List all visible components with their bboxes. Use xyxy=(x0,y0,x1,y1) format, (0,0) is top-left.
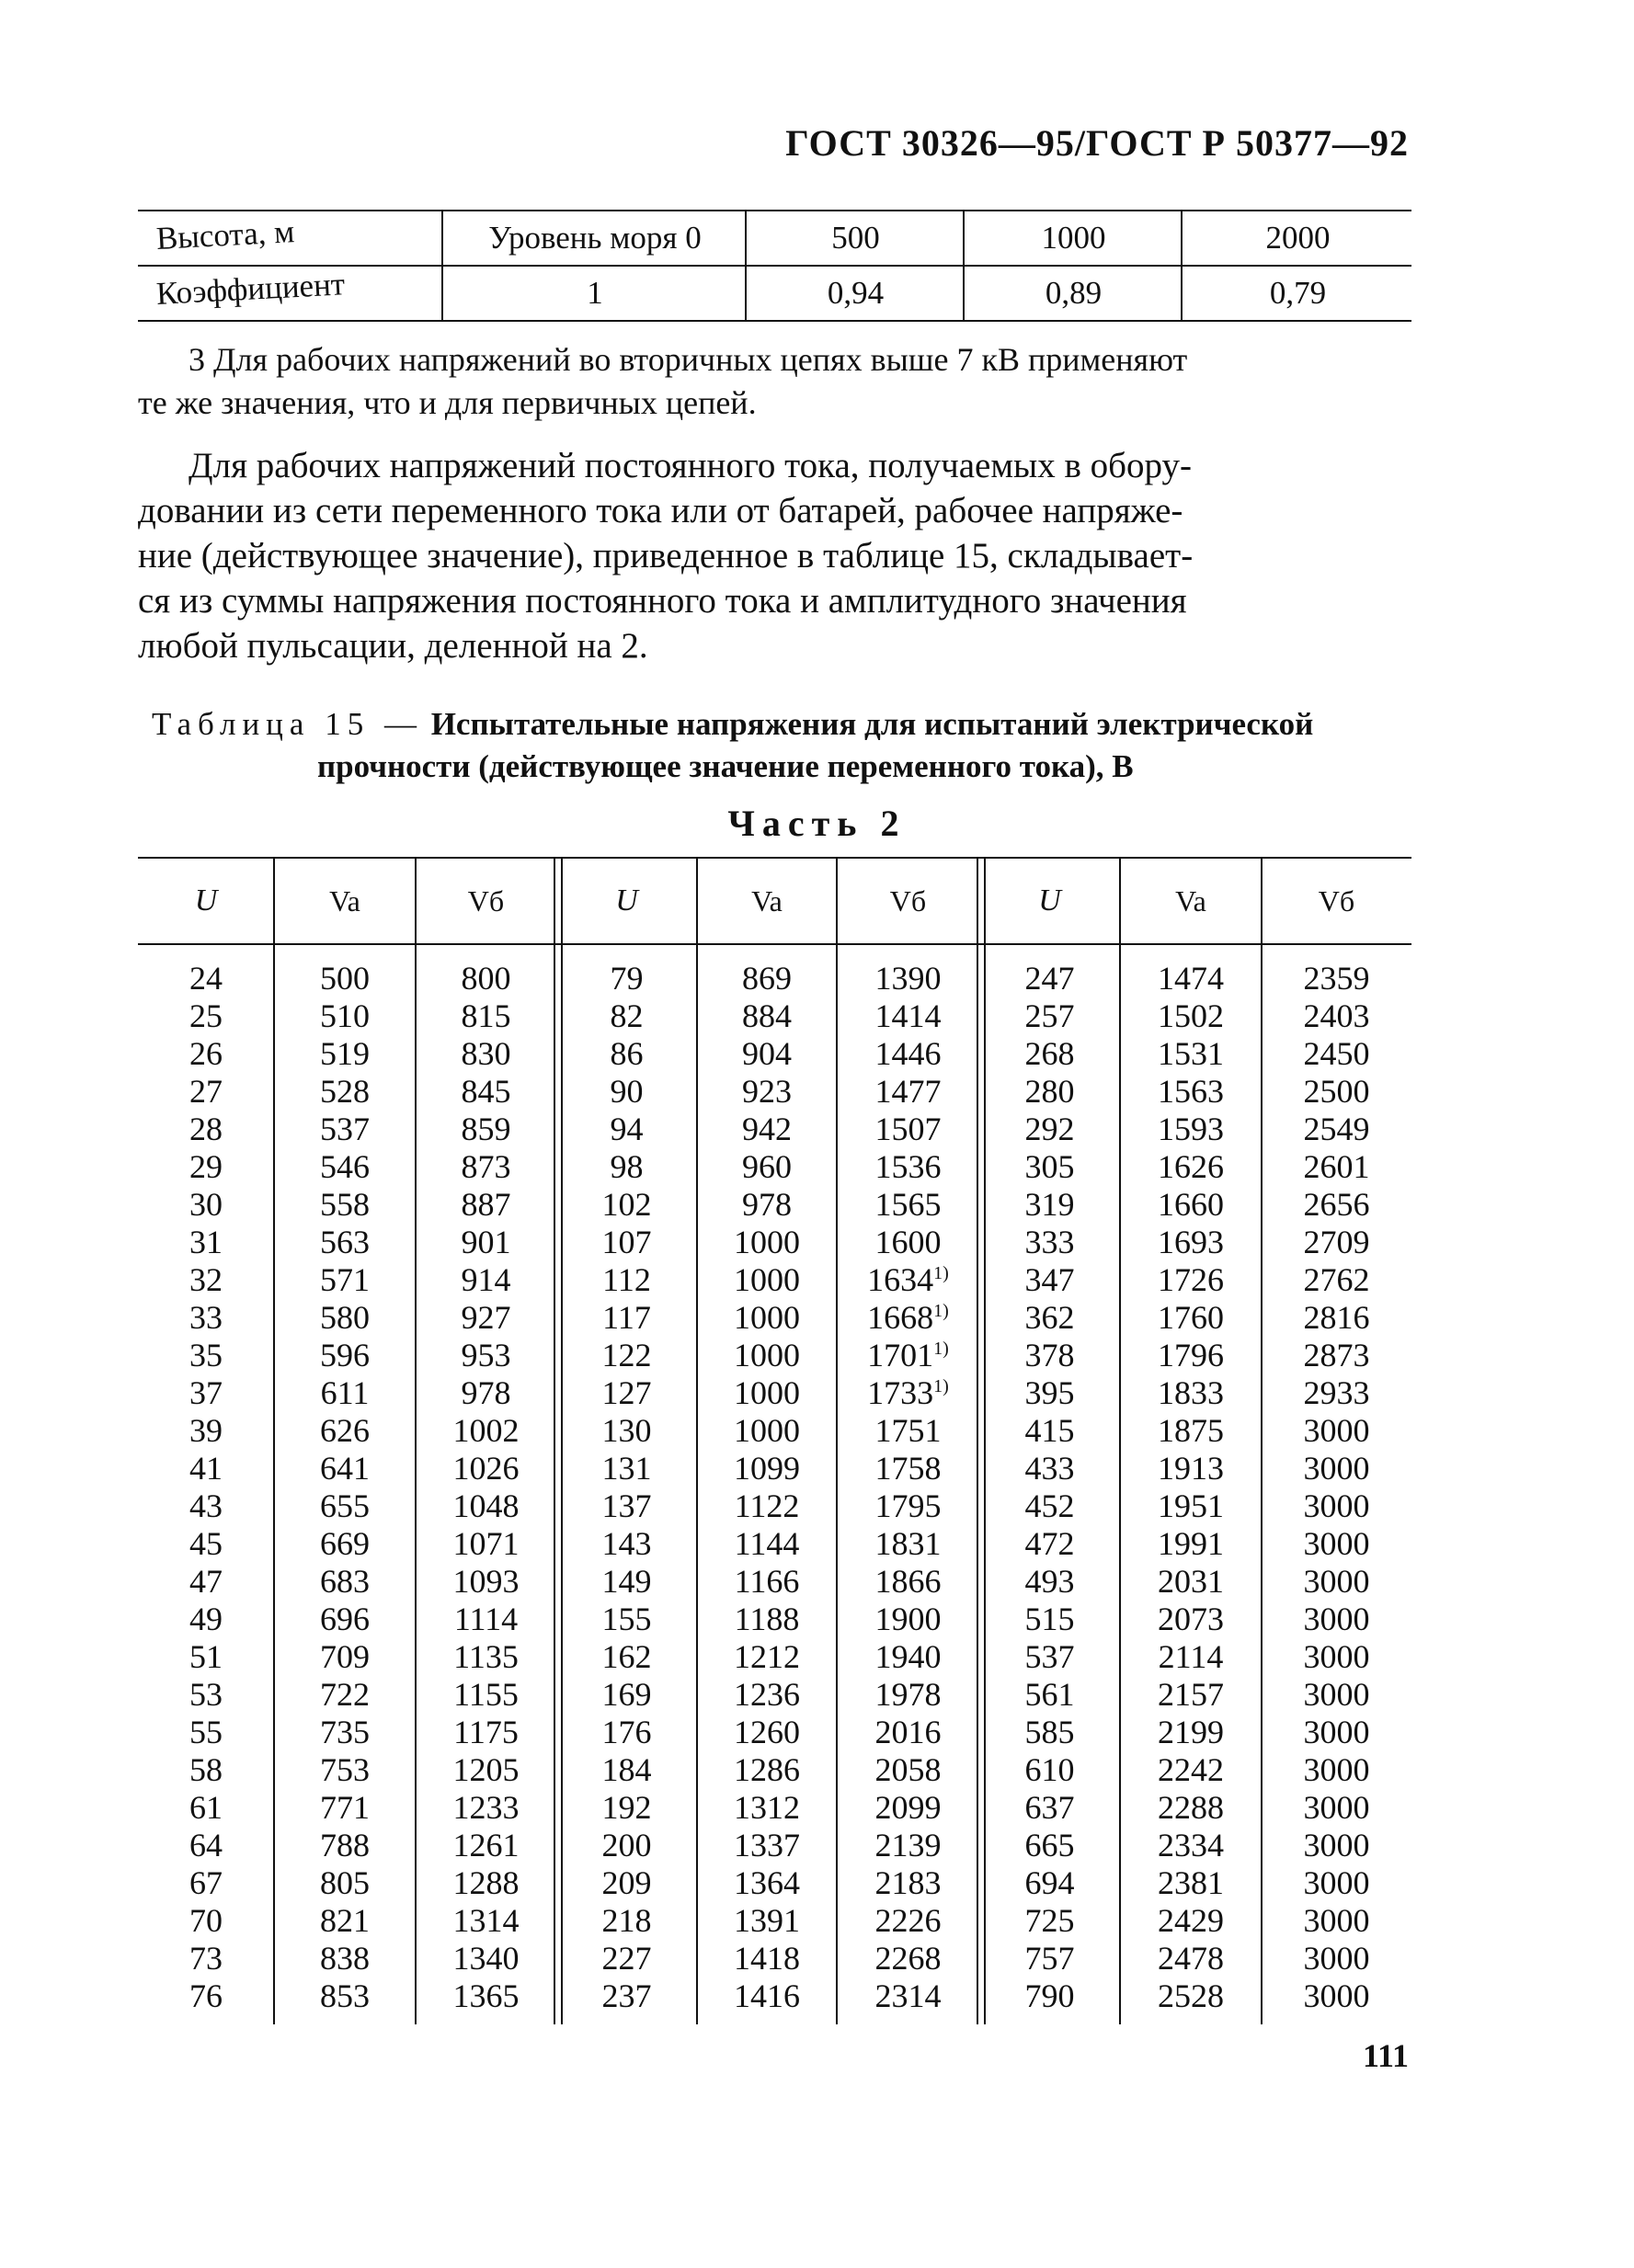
table-cell: 70 xyxy=(189,1902,223,1939)
table-cell: 2139 xyxy=(874,1827,942,1863)
table-cell: 1000 xyxy=(734,1337,800,1373)
table-cell: 2114 xyxy=(1158,1638,1224,1675)
table-cell: 978 xyxy=(461,1374,511,1411)
table-cell: 1390 xyxy=(874,960,942,997)
table-cell: 3000 xyxy=(1303,1638,1370,1675)
table-cell: 1900 xyxy=(874,1601,942,1637)
footnote-mark: 1) xyxy=(933,1376,949,1396)
table-cell: 1000 xyxy=(734,1412,800,1449)
table-cell: 39 xyxy=(189,1412,223,1449)
table-cell: 641 xyxy=(320,1450,370,1487)
table-cell: 1760 xyxy=(1158,1299,1224,1336)
table-cell: 694 xyxy=(1024,1864,1075,1901)
table-cell: 1155 xyxy=(453,1676,519,1713)
table-cell: 2528 xyxy=(1158,1977,1224,2014)
table-cell: 362 xyxy=(1024,1299,1075,1336)
table-cell: 1000 xyxy=(734,1299,800,1336)
note-3-line: те же значения, что и для первичных цепей. xyxy=(138,384,757,421)
table-cell: 1337 xyxy=(734,1827,800,1863)
table-cell: 1135 xyxy=(453,1638,519,1675)
table-cell: 914 xyxy=(461,1261,511,1298)
table-cell: 873 xyxy=(461,1148,511,1185)
altitude-label: Высота, м xyxy=(154,213,296,256)
table-cell: 162 xyxy=(601,1638,652,1675)
table-cell: 1416 xyxy=(734,1977,800,2014)
table-cell: 55 xyxy=(189,1714,223,1750)
table-cell: 319 xyxy=(1024,1186,1075,1223)
table-cell: 149 xyxy=(601,1563,652,1600)
table-cell: 1286 xyxy=(734,1751,800,1788)
table-cell: 3000 xyxy=(1303,1676,1370,1713)
table-cell: 117 xyxy=(602,1299,651,1336)
table-cell: 27 xyxy=(189,1073,223,1110)
table-cell: 1991 xyxy=(1158,1525,1224,1562)
table-cell: 1668$^{1)}$ xyxy=(867,1299,949,1336)
coefficient-value: 1 xyxy=(441,267,747,320)
table-cell: 585 xyxy=(1024,1714,1075,1750)
table-cell: 683 xyxy=(320,1563,370,1600)
footnote-mark: 1) xyxy=(933,1339,949,1359)
table-cell: 788 xyxy=(320,1827,370,1863)
table-cell: 35 xyxy=(189,1337,223,1373)
table-cell: 1312 xyxy=(734,1789,800,1826)
table-header-cell: Va xyxy=(329,884,360,917)
table-cell: 3000 xyxy=(1303,1563,1370,1600)
table-cell: 1144 xyxy=(734,1525,800,1562)
table-cell: 1951 xyxy=(1158,1487,1224,1524)
table-cell: 978 xyxy=(742,1186,792,1223)
table-cell: 1726 xyxy=(1158,1261,1224,1298)
table-header-cell: Va xyxy=(1175,884,1206,917)
coefficient-value: 0,89 xyxy=(963,267,1183,320)
table-cell: 528 xyxy=(320,1073,370,1110)
table-cell: 1751 xyxy=(874,1412,942,1449)
table-cell: 107 xyxy=(601,1224,652,1260)
table-cell: 122 xyxy=(601,1337,652,1373)
table-cell: 709 xyxy=(320,1638,370,1675)
table-cell: 53 xyxy=(189,1676,223,1713)
table-cell: 927 xyxy=(461,1299,511,1336)
paragraph-line: ся из суммы напряжения постоянного тока и амплитудного значения xyxy=(138,581,1187,621)
table-cell: 1474 xyxy=(1158,960,1224,997)
table-cell: 1978 xyxy=(874,1676,942,1713)
altitude-coefficient-table xyxy=(138,210,1411,322)
table-cell: 2016 xyxy=(874,1714,942,1750)
table-cell: 1701$^{1)}$ xyxy=(867,1337,949,1373)
table-cell: 98 xyxy=(610,1148,644,1185)
table-cell: 3000 xyxy=(1303,1827,1370,1863)
table-cell: 58 xyxy=(189,1751,223,1788)
coefficient-value: 0,79 xyxy=(1181,267,1413,320)
table-cell: 1205 xyxy=(452,1751,520,1788)
table-cell: 76 xyxy=(189,1977,223,2014)
paragraph-line: любой пульсации, деленной на 2. xyxy=(138,626,648,666)
table-cell: 537 xyxy=(1024,1638,1075,1675)
table-part-label: Часть 2 xyxy=(727,803,907,844)
table-cell: 247 xyxy=(1024,960,1075,997)
table-cell: 24 xyxy=(189,960,223,997)
table-header-cell: Va xyxy=(751,884,783,917)
table-cell: 1122 xyxy=(734,1487,800,1524)
table-cell: 2762 xyxy=(1303,1261,1370,1298)
table-cell: 37 xyxy=(189,1374,223,1411)
table-cell: 1531 xyxy=(1158,1035,1224,1072)
table-cell: 347 xyxy=(1024,1261,1075,1298)
table-cell: 1593 xyxy=(1158,1111,1224,1147)
table-cell: 155 xyxy=(601,1601,652,1637)
table-cell: 884 xyxy=(742,997,792,1034)
table-cell: 2058 xyxy=(874,1751,942,1788)
table-cell: 2381 xyxy=(1158,1864,1224,1901)
table-caption-title: прочности (действующее значение переменного тока), В xyxy=(317,748,1134,784)
altitude-row xyxy=(138,210,1411,267)
table-cell: 2314 xyxy=(874,1977,942,2014)
table-cell: 1660 xyxy=(1158,1186,1224,1223)
table-cell: 1166 xyxy=(734,1563,800,1600)
table-cell: 1391 xyxy=(734,1902,800,1939)
table-cell: 1114 xyxy=(453,1601,519,1637)
table-cell: 696 xyxy=(320,1601,370,1637)
altitude-value: 2000 xyxy=(1181,211,1413,265)
table-cell: 112 xyxy=(602,1261,651,1298)
table-cell: 655 xyxy=(320,1487,370,1524)
table-cell: 2242 xyxy=(1158,1751,1224,1788)
table-cell: 2601 xyxy=(1303,1148,1370,1185)
table-cell: 561 xyxy=(1024,1676,1075,1713)
table-cell: 67 xyxy=(189,1864,223,1901)
table-cell: 722 xyxy=(320,1676,370,1713)
table-cell: 1175 xyxy=(453,1714,519,1750)
paragraph-line: Для рабочих напряжений постоянного тока, получаемых в обору- xyxy=(189,446,1192,485)
table-cell: 1833 xyxy=(1158,1374,1224,1411)
table-cell: 519 xyxy=(320,1035,370,1072)
table-cell: 2199 xyxy=(1158,1714,1224,1750)
note-3 xyxy=(138,338,1411,425)
table-cell: 637 xyxy=(1024,1789,1075,1826)
altitude-value: 1000 xyxy=(963,211,1183,265)
table-caption xyxy=(152,703,1402,788)
table-cell: 2403 xyxy=(1303,997,1370,1034)
table-cell: 1913 xyxy=(1158,1450,1224,1487)
table-cell: 1365 xyxy=(452,1977,520,2014)
table-cell: 2709 xyxy=(1303,1224,1370,1260)
table-cell: 3000 xyxy=(1303,1714,1370,1750)
table-cell: 3000 xyxy=(1303,1977,1370,2014)
table-cell: 757 xyxy=(1024,1940,1075,1977)
table-cell: 1940 xyxy=(874,1638,942,1675)
table-cell: 1796 xyxy=(1158,1337,1224,1373)
table-cell: 753 xyxy=(320,1751,370,1788)
table-cell: 41 xyxy=(189,1450,223,1487)
table-cell: 1446 xyxy=(874,1035,942,1072)
table-cell: 3000 xyxy=(1303,1864,1370,1901)
table-cell: 2031 xyxy=(1158,1563,1224,1600)
table-cell: 1188 xyxy=(734,1601,800,1637)
table-cell: 1261 xyxy=(452,1827,520,1863)
table-cell: 1026 xyxy=(452,1450,520,1487)
table-cell: 49 xyxy=(189,1601,223,1637)
table-cell: 3000 xyxy=(1303,1601,1370,1637)
table-cell: 333 xyxy=(1024,1224,1075,1260)
table-cell: 869 xyxy=(742,960,792,997)
table-cell: 176 xyxy=(601,1714,652,1750)
table-cell: 26 xyxy=(189,1035,223,1072)
table-cell: 2933 xyxy=(1303,1374,1370,1411)
table-header-cell: U xyxy=(615,883,638,917)
table-header-rule xyxy=(138,943,1411,945)
table-cell: 2288 xyxy=(1158,1789,1224,1826)
table-cell: 2873 xyxy=(1303,1337,1370,1373)
paragraph-line: довании из сети переменного тока или от батарей, рабочее напряже- xyxy=(138,491,1183,530)
table-cell: 45 xyxy=(189,1525,223,1562)
table-cell: 2478 xyxy=(1158,1940,1224,1977)
table-cell: 3000 xyxy=(1303,1789,1370,1826)
table-cell: 1418 xyxy=(734,1940,800,1977)
table-cell: 771 xyxy=(320,1789,370,1826)
table-cell: 2816 xyxy=(1303,1299,1370,1336)
table-cell: 859 xyxy=(461,1111,511,1147)
table-cell: 830 xyxy=(461,1035,511,1072)
table-cell: 1260 xyxy=(734,1714,800,1750)
table-cell: 821 xyxy=(320,1902,370,1939)
table-cell: 1502 xyxy=(1158,997,1224,1034)
table-cell: 2429 xyxy=(1158,1902,1224,1939)
table-cell: 30 xyxy=(189,1186,223,1223)
table-cell: 1831 xyxy=(874,1525,942,1562)
table-cell: 838 xyxy=(320,1940,370,1977)
table-cell: 1626 xyxy=(1158,1148,1224,1185)
table-cell: 184 xyxy=(601,1751,652,1788)
table-cell: 1795 xyxy=(874,1487,942,1524)
table-cell: 923 xyxy=(742,1073,792,1110)
table-cell: 2334 xyxy=(1158,1827,1224,1863)
table-cell: 82 xyxy=(610,997,644,1034)
table-cell: 94 xyxy=(610,1111,644,1147)
table-cell: 257 xyxy=(1024,997,1075,1034)
table-cell: 1233 xyxy=(452,1789,520,1826)
table-cell: 1600 xyxy=(874,1224,942,1260)
note-3-line: 3 Для рабочих напряжений во вторичных цепях выше 7 кВ применяют xyxy=(189,341,1188,378)
table-cell: 209 xyxy=(601,1864,652,1901)
table-cell: 1048 xyxy=(452,1487,520,1524)
table-cell: 280 xyxy=(1024,1073,1075,1110)
table-cell: 1340 xyxy=(452,1940,520,1977)
table-cell: 626 xyxy=(320,1412,370,1449)
table-cell: 1002 xyxy=(452,1412,520,1449)
table-cell: 1000 xyxy=(734,1261,800,1298)
table-cell: 1875 xyxy=(1158,1412,1224,1449)
table-cell: 500 xyxy=(320,960,370,997)
table-cell: 1634$^{1)}$ xyxy=(867,1261,949,1298)
table-cell: 2450 xyxy=(1303,1035,1370,1072)
table-cell: 1477 xyxy=(874,1073,942,1110)
table-header-cell: U xyxy=(1038,883,1061,917)
table-cell: 79 xyxy=(610,960,644,997)
table-cell: 2157 xyxy=(1158,1676,1224,1713)
coefficient-row xyxy=(138,267,1411,322)
table-cell: 64 xyxy=(189,1827,223,1863)
table-cell: 305 xyxy=(1024,1148,1075,1185)
table-cell: 515 xyxy=(1024,1601,1075,1637)
table-cell: 61 xyxy=(189,1789,223,1826)
table-header-cell: U xyxy=(194,883,218,917)
table-cell: 28 xyxy=(189,1111,223,1147)
table-cell: 1288 xyxy=(452,1864,520,1901)
table-cell: 904 xyxy=(742,1035,792,1072)
table-cell: 3000 xyxy=(1303,1940,1370,1977)
table-cell: 1758 xyxy=(874,1450,942,1487)
table-cell: 790 xyxy=(1024,1977,1075,2014)
table-cell: 1536 xyxy=(874,1148,942,1185)
table-cell: 237 xyxy=(601,1977,652,2014)
table-header-cell: Vб xyxy=(1318,884,1355,917)
table-cell: 292 xyxy=(1024,1111,1075,1147)
table-cell: 800 xyxy=(461,960,511,997)
table-top-rule xyxy=(138,857,1411,859)
table-cell: 1507 xyxy=(874,1111,942,1147)
table-cell: 2656 xyxy=(1303,1186,1370,1223)
table-cell: 1236 xyxy=(734,1676,800,1713)
table-cell: 953 xyxy=(461,1337,511,1373)
table-cell: 2268 xyxy=(874,1940,942,1977)
table-cell: 2500 xyxy=(1303,1073,1370,1110)
table-cell: 1565 xyxy=(874,1186,942,1223)
table-cell: 1693 xyxy=(1158,1224,1224,1260)
coefficient-value: 0,94 xyxy=(745,267,965,320)
document-header: ГОСТ 30326—95/ГОСТ Р 50377—92 xyxy=(785,122,1409,164)
table-cell: 86 xyxy=(610,1035,644,1072)
body-paragraph xyxy=(138,443,1411,668)
table-cell: 131 xyxy=(601,1450,652,1487)
table-cell: 596 xyxy=(320,1337,370,1373)
table-cell: 611 xyxy=(320,1374,370,1411)
table-cell: 1563 xyxy=(1158,1073,1224,1110)
table-cell: 452 xyxy=(1024,1487,1075,1524)
table-cell: 268 xyxy=(1024,1035,1075,1072)
table-cell: 3000 xyxy=(1303,1751,1370,1788)
table-cell: 378 xyxy=(1024,1337,1075,1373)
table-cell: 3000 xyxy=(1303,1525,1370,1562)
table-cell: 1414 xyxy=(874,997,942,1034)
table-cell: 546 xyxy=(320,1148,370,1185)
table-cell: 127 xyxy=(601,1374,652,1411)
table-cell: 29 xyxy=(189,1148,223,1185)
table-cell: 805 xyxy=(320,1864,370,1901)
table-cell: 130 xyxy=(601,1412,652,1449)
table-header-cell: Vб xyxy=(889,884,927,917)
table-cell: 73 xyxy=(189,1940,223,1977)
table-cell: 200 xyxy=(601,1827,652,1863)
table-cell: 3000 xyxy=(1303,1902,1370,1939)
table-cell: 1866 xyxy=(874,1563,942,1600)
table-cell: 901 xyxy=(461,1224,511,1260)
table-cell: 665 xyxy=(1024,1827,1075,1863)
table-cell: 571 xyxy=(320,1261,370,1298)
table-cell: 2183 xyxy=(874,1864,942,1901)
table-caption-label: Таблица 15 — xyxy=(152,706,423,742)
table-cell: 3000 xyxy=(1303,1487,1370,1524)
table-cell: 610 xyxy=(1024,1751,1075,1788)
table-cell: 815 xyxy=(461,997,511,1034)
table-cell: 2226 xyxy=(874,1902,942,1939)
table-cell: 1364 xyxy=(734,1864,800,1901)
table-cell: 563 xyxy=(320,1224,370,1260)
altitude-value: 500 xyxy=(745,211,965,265)
table-cell: 558 xyxy=(320,1186,370,1223)
table-cell: 1314 xyxy=(452,1902,520,1939)
page-number: 111 xyxy=(1362,2037,1409,2074)
table-cell: 493 xyxy=(1024,1563,1075,1600)
table-cell: 725 xyxy=(1024,1902,1075,1939)
table-cell: 845 xyxy=(461,1073,511,1110)
table-cell: 942 xyxy=(742,1111,792,1147)
table-caption-title: Испытательные напряжения для испытаний электрической xyxy=(430,706,1314,742)
table-cell: 218 xyxy=(601,1902,652,1939)
table-cell: 2359 xyxy=(1303,960,1370,997)
coefficient-label: Коэффициент xyxy=(154,266,346,312)
table-cell: 31 xyxy=(189,1224,223,1260)
table-cell: 1099 xyxy=(734,1450,800,1487)
table-cell: 1733$^{1)}$ xyxy=(867,1374,949,1411)
table-cell: 33 xyxy=(189,1299,223,1336)
table-cell: 2099 xyxy=(874,1789,942,1826)
table-cell: 1071 xyxy=(452,1525,520,1562)
paragraph-line: ние (действующее значение), приведенное в таблице 15, складывает- xyxy=(138,536,1194,576)
table-cell: 143 xyxy=(601,1525,652,1562)
table-cell: 2549 xyxy=(1303,1111,1370,1147)
table-cell: 1212 xyxy=(734,1638,800,1675)
table-cell: 102 xyxy=(601,1186,652,1223)
table-cell: 1000 xyxy=(734,1374,800,1411)
table-cell: 2073 xyxy=(1158,1601,1224,1637)
table-cell: 3000 xyxy=(1303,1412,1370,1449)
table-cell: 3000 xyxy=(1303,1450,1370,1487)
table-header-cell: Vб xyxy=(467,884,505,917)
table-cell: 433 xyxy=(1024,1450,1075,1487)
table-cell: 169 xyxy=(601,1676,652,1713)
table-cell: 580 xyxy=(320,1299,370,1336)
table-cell: 137 xyxy=(601,1487,652,1524)
table-cell: 887 xyxy=(461,1186,511,1223)
table-cell: 32 xyxy=(189,1261,223,1298)
table-cell: 735 xyxy=(320,1714,370,1750)
test-voltage-table xyxy=(138,857,1411,2024)
footnote-mark: 1) xyxy=(933,1263,949,1283)
table-cell: 537 xyxy=(320,1111,370,1147)
table-cell: 1000 xyxy=(734,1224,800,1260)
table-cell: 395 xyxy=(1024,1374,1075,1411)
table-cell: 90 xyxy=(610,1073,644,1110)
table-cell: 51 xyxy=(189,1638,223,1675)
table-cell: 227 xyxy=(601,1940,652,1977)
table-cell: 472 xyxy=(1024,1525,1075,1562)
table-cell: 25 xyxy=(189,997,223,1034)
table-cell: 960 xyxy=(742,1148,792,1185)
table-cell: 192 xyxy=(601,1789,652,1826)
table-cell: 1093 xyxy=(452,1563,520,1600)
altitude-value: Уровень моря 0 xyxy=(441,211,747,265)
table-cell: 853 xyxy=(320,1977,370,2014)
table-cell: 510 xyxy=(320,997,370,1034)
table-cell: 47 xyxy=(189,1563,223,1600)
footnote-mark: 1) xyxy=(933,1301,949,1321)
table-cell: 669 xyxy=(320,1525,370,1562)
table-cell: 43 xyxy=(189,1487,223,1524)
table-cell: 415 xyxy=(1024,1412,1075,1449)
